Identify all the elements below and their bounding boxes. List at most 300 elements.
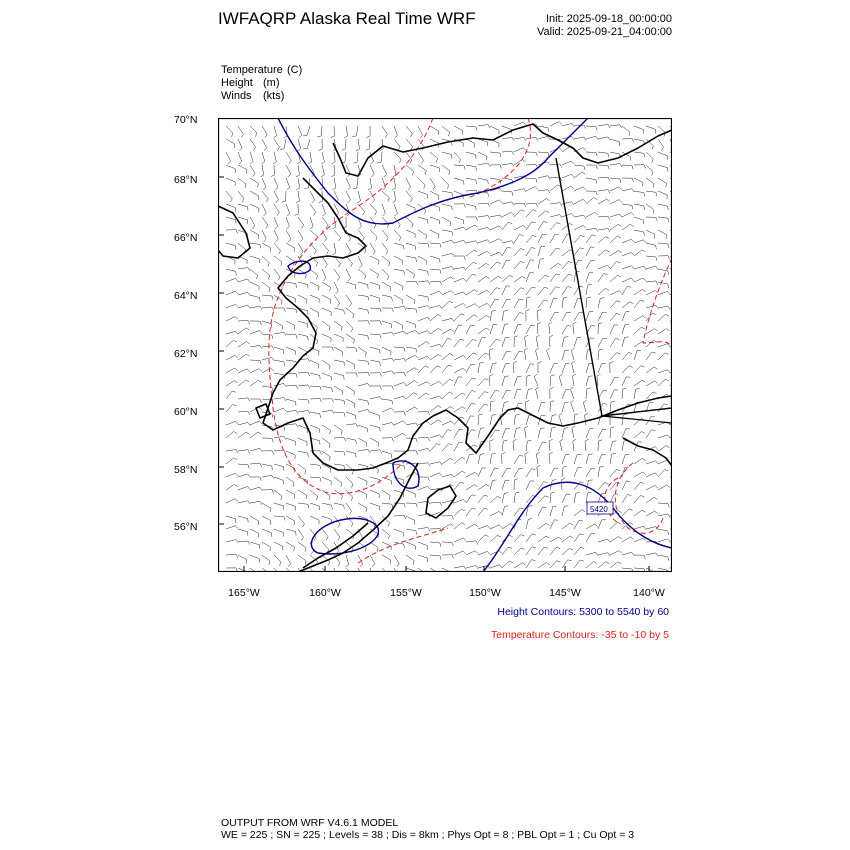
wind-barb [524,348,527,360]
wind-barb [262,139,267,151]
wind-barb [334,295,340,307]
wind-barb [418,542,427,550]
wind-barb [406,230,415,238]
wind-barb [430,542,441,547]
wind-barb [310,373,320,379]
wind-barb [393,191,396,203]
wind-barb [358,438,367,447]
wind-barb [250,165,255,177]
wind-barb [466,165,477,171]
wind-barb [526,440,531,451]
wind-barb [466,485,478,490]
wind-barb [394,230,401,241]
wind-barb [346,295,352,307]
wind-barb [622,388,627,399]
wind-barb [550,401,554,412]
wind-barb [454,355,466,360]
wind-barb [514,492,519,503]
wind-barb [634,366,645,373]
wind-barb [250,178,258,187]
wind-barb [538,536,549,542]
wind-barb [358,334,369,340]
wind-barb [382,371,394,374]
wind-barb [502,310,508,321]
wind-barb [310,464,321,469]
wind-barb [370,295,380,302]
wind-barb [262,438,273,442]
wind-barb [353,178,358,189]
wind-barb [322,373,331,381]
wind-barb [658,435,670,438]
wind-barb [442,555,454,559]
wind-barb [538,136,550,139]
wind-barb [346,165,350,177]
wind-barb [262,542,271,551]
wind-barb [303,126,310,136]
wind-barb [286,217,289,229]
wind-barb [634,327,645,334]
wind-barb [418,152,424,164]
wind-barb [262,152,265,164]
wind-barb [406,423,418,426]
wind-barb [598,165,609,169]
wind-barb [250,487,262,490]
wind-barb [490,339,500,347]
wind-barb [382,165,387,177]
wind-barb [586,388,591,399]
wind-barb [346,178,350,190]
wind-barb [502,191,513,196]
wind-barb [573,374,577,386]
wind-barb [514,137,526,140]
wind-barb [286,152,291,164]
wind-barb [442,240,454,243]
wind-barb [454,523,465,529]
wind-barb [358,360,369,365]
wind-barb [634,240,646,243]
wind-barb [262,191,268,202]
wind-barb [298,230,303,242]
wind-barb [658,139,664,151]
wind-barb [634,126,644,134]
wind-barb [298,411,310,414]
wind-barb [274,450,286,454]
wind-barb [262,346,274,350]
wind-barb [598,539,610,542]
wind-barb [478,178,488,184]
wind-barb [406,295,415,304]
wind-barb [658,404,668,412]
wind-barb [394,433,406,438]
wind-barb [250,217,255,229]
wind-barb [560,439,563,451]
wind-barb [502,202,514,205]
wind-barb [418,393,429,399]
wind-barb [490,453,496,464]
wind-barb [430,444,440,451]
wind-barb [321,165,324,177]
wind-barb [250,421,262,425]
wind-barb [502,324,509,334]
wind-barb [303,139,310,149]
wind-barb [322,438,330,448]
wind-barb [286,334,297,339]
wind-barb [382,542,391,550]
wind-barb [346,490,353,501]
wind-barb [286,204,290,216]
wind-barb [394,359,406,362]
wind-barb [598,237,609,243]
wind-barb [454,178,464,185]
wind-barb [537,309,541,321]
wind-barb [537,322,541,334]
wind-barb [550,287,560,295]
wind-barb [514,508,524,516]
wind-barb [490,363,497,373]
wind-barb [370,269,378,278]
wind-barb [466,290,478,295]
wind-barb [442,253,454,256]
wind-barb [549,452,553,464]
wind-barb [262,451,274,455]
wind-barb [478,379,489,386]
wind-barb [418,366,429,373]
wind-barb [274,269,280,280]
wind-barb [286,321,295,330]
wind-barb [394,383,406,387]
wind-barb [658,243,669,248]
wind-barb [610,178,621,183]
wind-barb [418,256,427,265]
wind-barb [550,215,562,218]
wind-barb [490,165,502,169]
wind-barb [430,165,440,172]
wind-barb [454,217,464,224]
wind-barb [526,222,536,230]
wind-barb [382,451,392,458]
wind-barb [406,281,418,285]
wind-barb [226,304,238,308]
wind-barb [610,362,614,374]
wind-barb [646,367,657,373]
wind-barb [622,440,628,451]
wind-barb [658,379,669,386]
wind-barb [478,362,484,373]
wind-barb [226,165,235,173]
wind-barb [442,444,453,451]
wind-barb [296,178,299,190]
wind-barb [333,243,336,255]
wind-barb [598,229,610,232]
wind-barb [262,204,266,216]
wind-barb [298,385,310,389]
wind-barb [502,137,514,140]
wind-barb [356,139,360,151]
wind-barb [526,364,534,373]
wind-barb [502,247,511,256]
wind-barb [502,241,514,244]
wind-barb [454,538,466,542]
wind-barb [310,516,319,524]
wind-barb [442,474,454,477]
wind-barb [658,555,669,561]
wind-barb [250,282,259,290]
wind-barb [394,529,403,537]
wind-barb [442,267,454,270]
wind-barb [466,274,476,282]
wind-barb [622,537,634,542]
field-name: Height [221,77,253,89]
wind-barb [262,368,274,373]
wind-barb [317,126,322,137]
wind-barb [538,199,550,205]
wind-barb [250,369,262,373]
wind-barb [502,429,510,438]
wind-barb [610,377,619,386]
wind-barb [478,328,489,334]
wind-barb [586,178,597,184]
wind-barb [442,516,454,520]
wind-barb [286,529,296,536]
wind-barb [238,320,250,324]
wind-barb [478,414,483,425]
wind-barb [370,503,380,510]
wind-barb [226,340,237,347]
wind-barb [238,204,248,211]
wind-barb [634,538,646,542]
wind-barb [598,455,606,464]
wind-barb [346,282,356,289]
wind-barb [274,490,282,500]
wind-barb [514,563,526,568]
wind-barb [598,312,607,321]
wind-barb [454,256,465,260]
wind-barb [490,480,497,490]
wind-barb [478,428,485,438]
wind-barb [226,516,236,523]
wind-barb [298,516,304,527]
wind-barb [262,490,274,494]
wind-barb [585,439,589,451]
wind-barb [442,277,454,282]
wind-barb [490,252,502,256]
wind-barb [550,203,562,207]
wind-barb [358,477,367,485]
wind-barb [478,338,486,347]
wind-barb [574,137,586,140]
wind-barb [382,503,393,508]
wind-barb [226,381,238,386]
wind-barb [514,148,526,152]
wind-barb [368,178,372,190]
wind-barb [286,347,295,355]
wind-barb [610,353,620,360]
wind-barb [298,477,308,484]
wind-barb [658,539,670,542]
wind-barb [586,247,594,256]
wind-barb [334,437,346,441]
wind-barb [238,139,242,151]
wind-barb [274,516,285,521]
wind-barb [370,347,380,354]
wind-barb [382,438,394,442]
wind-barb [538,152,549,157]
wind-barb [549,322,553,334]
wind-barb [238,501,250,504]
wind-barb [490,276,502,282]
wind-barb [238,411,250,415]
wind-barb [334,282,338,294]
wind-barb [454,240,466,243]
wind-barb [466,404,475,413]
wind-barb [622,352,632,360]
wind-barb [250,256,260,263]
wind-barb [466,391,475,399]
wind-barb [382,423,394,426]
wind-barb [238,541,250,545]
wind-barb [442,392,453,399]
wind-barb [298,321,308,328]
wind-barb [538,211,549,217]
wind-barb [394,321,403,330]
wind-barb [418,411,430,415]
wind-barb [358,347,366,356]
wind-barb [331,126,335,138]
wind-barb [538,287,548,295]
coastline-southeast [623,438,672,466]
wind-barb [286,399,296,406]
wind-barb [502,547,512,555]
wind-barb [586,126,597,131]
wind-barb [394,139,400,150]
wind-barb [586,260,595,269]
wind-barb [238,487,250,491]
wind-barb [442,329,454,334]
wind-barb [574,454,581,464]
wind-barb [382,282,391,291]
wind-barb [394,555,399,567]
wind-barb [226,554,238,558]
wind-barb [490,525,502,529]
wind-barb [586,492,591,503]
wind-barb [273,152,276,164]
wind-barb [226,458,237,464]
wind-barb [514,235,523,243]
wind-barb [286,451,295,459]
wind-barb [549,439,553,451]
wind-barb [226,191,232,202]
valid-time: Valid: 2025-09-21_04:00:00 [537,26,672,38]
wind-barb [394,421,406,425]
field-name: Temperature [221,64,283,76]
wind-barb [622,337,629,347]
wind-barb [478,353,489,360]
wind-barb [550,537,562,542]
wind-barb [526,203,538,207]
wind-barb [538,259,544,269]
wind-barb [658,282,669,288]
wind-barb [226,178,235,186]
wind-barb [394,152,401,163]
wind-barb [598,265,610,269]
wind-barb [574,510,585,516]
wind-barb [538,246,545,256]
wind-barb [262,282,270,292]
wind-barb [538,428,545,438]
wind-barb [406,407,418,412]
wind-barb [286,282,297,288]
wind-barb [394,412,406,416]
wind-barb [238,152,242,164]
wind-barb [502,275,513,282]
wind-barb [260,165,263,177]
wind-barb [622,126,630,136]
wind-barb [262,230,266,242]
wind-barb [610,522,621,529]
wind-barb [634,472,646,477]
wind-barb [550,234,559,243]
wind-barb [238,328,249,334]
wind-barb [394,269,405,275]
wind-barb [526,165,538,169]
wind-barb [295,204,299,216]
lat-label-66n: 66°N [174,232,198,244]
wind-barb [658,165,668,172]
wind-barb [430,126,439,135]
wind-barb [238,422,250,425]
wind-barb [226,526,238,529]
wind-barb [394,396,406,399]
wind-barb [382,490,390,500]
wind-barb [562,161,574,165]
wind-barb [466,250,477,256]
wind-barb [574,248,584,256]
wind-barb [646,352,656,360]
wind-barb [658,503,669,507]
wind-barb [622,429,630,438]
wind-barb [370,412,379,420]
wind-barb [274,204,279,216]
wind-barb [490,288,501,295]
wind-barb [658,191,667,199]
wind-barb [262,516,271,525]
wind-barb [346,191,350,203]
wind-barb [262,243,271,252]
wind-barb [478,484,490,490]
lon-label-145w: 145°W [549,587,581,599]
coastline-northwest-arctic [278,178,366,368]
wind-barb [574,187,586,191]
model-info-title: OUTPUT FROM WRF V4.6.1 MODEL [221,817,399,829]
wind-barb [514,210,525,217]
wind-barb [430,291,442,295]
wind-barb [502,163,514,166]
wind-barb [454,325,462,334]
wind-barb [394,126,397,138]
wind-barb [406,503,417,507]
wind-barb [274,178,278,190]
wind-barb [418,527,430,531]
wind-barb [514,479,518,490]
wind-barb [262,321,272,328]
wind-barb [442,217,451,226]
wind-barb [430,281,442,285]
wind-barb [250,380,262,386]
wind-barb [490,401,495,412]
wind-barb [406,139,413,150]
wind-barb [562,466,567,477]
wind-barb [634,458,646,464]
